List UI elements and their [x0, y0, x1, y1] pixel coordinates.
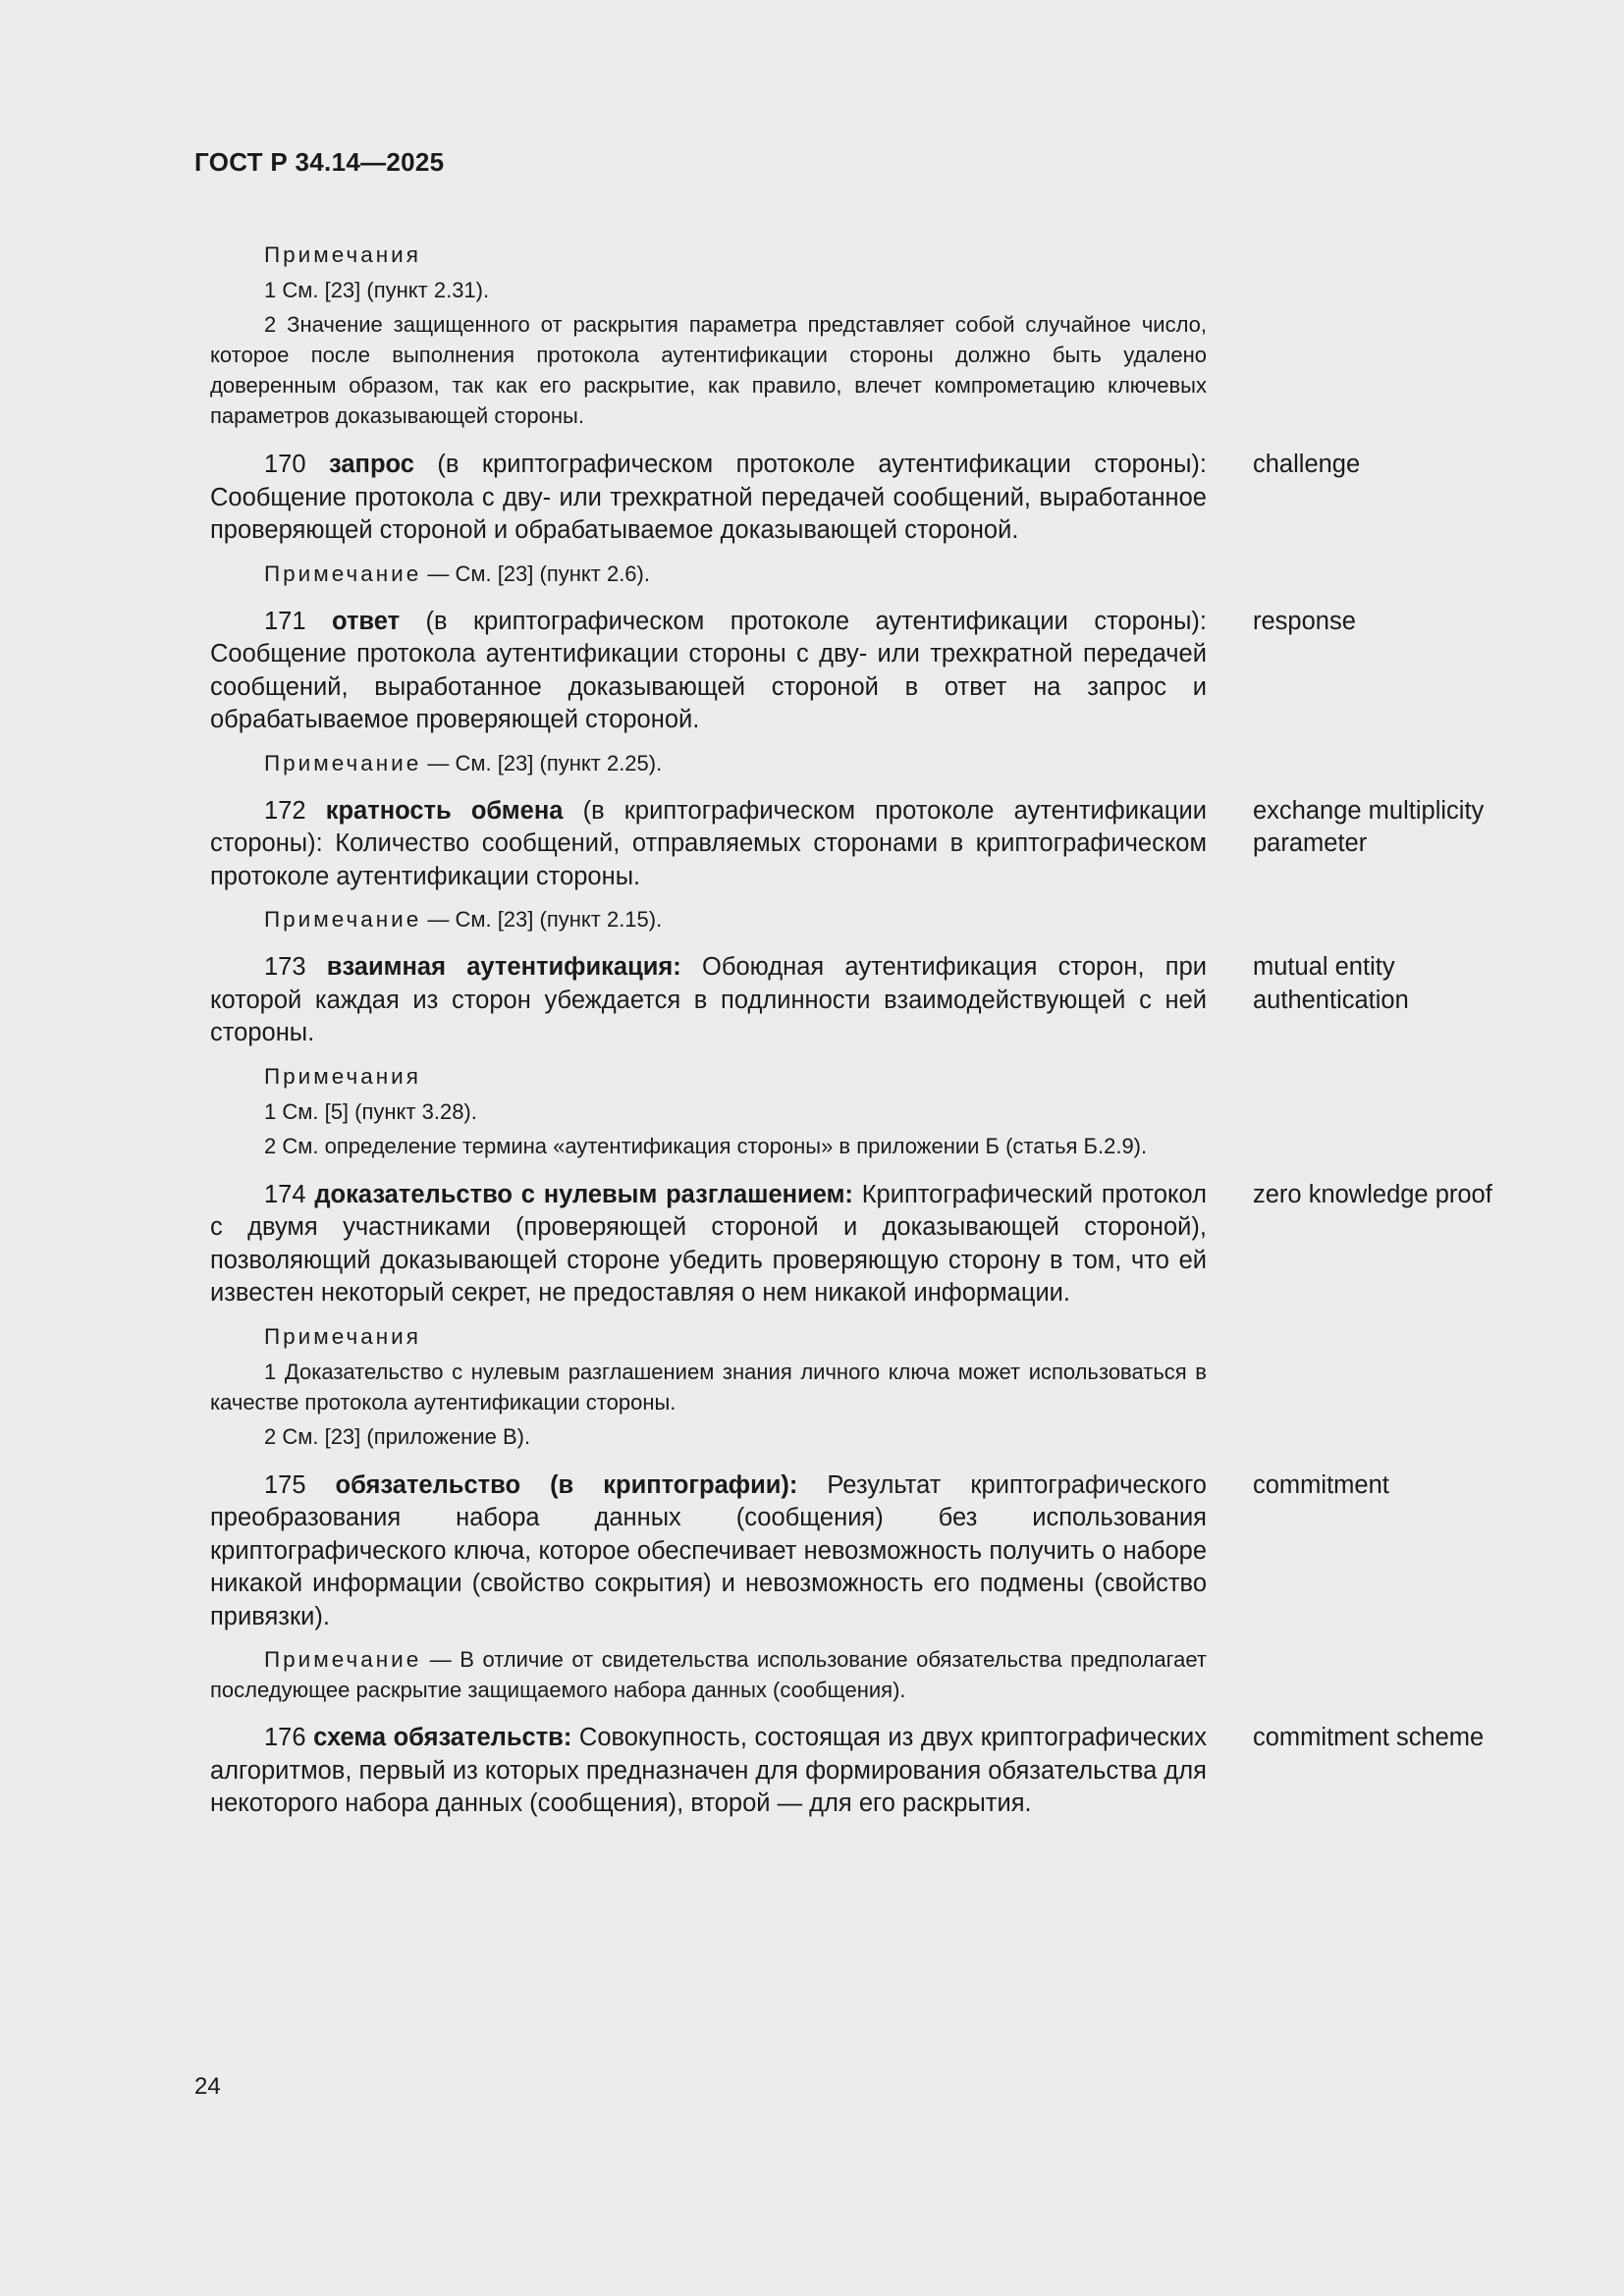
term-definition: Криптографический протокол с двумя участниками (проверяющей стороной и доказывающей стороной), позволяющий доказывающей стороне убедить проверяющую сторону в том, что ей известен некоторый секрет, не предоставляя о нем никакой информации. — [210, 1180, 1208, 1307]
note-item: 2 Значение защищенного от раскрытия параметра представляет собой случайное число, которое после выполнения протокола аутентификации стороны должно быть удалено доверенным образом, так как его раскрытие, как правило, влечет компрометацию ключевых параметров доказывающей стороны. — [210, 312, 1207, 428]
term-entry-176 — [210, 1722, 1485, 1821]
note-text: — См. [23] (пункт 2.15). — [421, 907, 663, 932]
note-item: 2 См. [23] (приложение В). — [264, 1423, 531, 1449]
term-number: 175 — [264, 1470, 306, 1499]
term-note — [210, 1644, 1207, 1705]
term-name: обязательство (в криптографии): — [335, 1470, 798, 1499]
term-name: доказательство с нулевым разглашением: — [314, 1180, 853, 1208]
note-text: — См. [23] (пункт 2.6). — [421, 561, 650, 586]
page-content — [210, 240, 1492, 1832]
term-definition: Результат криптографического преобразования набора данных (сообщения) без использования криптографического ключа, которое обеспечивает невозможность получить о наборе никакой информации (свойство сокрытия) и невозможность его подмены (свойство привязки). — [210, 1470, 1207, 1630]
term-entry-171 — [210, 606, 1356, 737]
term-entry-170 — [210, 449, 1361, 548]
note-text: — См. [23] (пункт 2.25). — [421, 750, 663, 775]
term-entry-173 — [210, 951, 1409, 1050]
term-english: zero knowledge proof — [1253, 1180, 1492, 1208]
note-text: — В отличие от свидетельства использование обязательства предполагает последующее раскрытие защищаемого набора данных (сообщения). — [210, 1647, 1207, 1702]
note-label: Примечание — [264, 561, 422, 586]
term-entry-172 — [210, 795, 1485, 894]
term-english: commitment — [1253, 1470, 1389, 1499]
term-note — [210, 748, 1207, 778]
term-note — [210, 904, 1207, 934]
term-name: ответ — [332, 607, 401, 635]
term-number: 173 — [264, 953, 306, 981]
notes-title: Примечания — [264, 242, 421, 267]
term-english: challenge — [1253, 451, 1361, 478]
term-entry-174 — [210, 1179, 1492, 1310]
term-name: запрос — [329, 451, 414, 478]
notes-title: Примечания — [264, 1323, 421, 1349]
term-number: 174 — [264, 1180, 306, 1208]
term-definition: Обоюдная аутентификация сторон, при которой каждая из сторон убеждается в подлинности взаимодействующей с ней стороны. — [210, 953, 1208, 1046]
term-english: exchange multiplicity parameter — [1253, 796, 1485, 857]
term-number: 172 — [264, 796, 306, 825]
term-english: commitment scheme — [1253, 1724, 1485, 1751]
page-number: 24 — [194, 2073, 221, 2100]
term-definition: (в криптографическом протоколе аутентификации стороны): Сообщение протокола с дву- или трехкратной передачей сообщений, выработанное проверяющей стороной и обрабатываемое доказывающей стороной. — [210, 451, 1207, 544]
term-notes — [210, 1061, 1207, 1161]
note-item: 1 См. [23] (пункт 2.31). — [264, 278, 490, 302]
term-name: кратность обмена — [325, 796, 564, 825]
notes-title: Примечания — [264, 1063, 421, 1089]
term-name: взаимная аутентификация: — [326, 953, 681, 981]
note-label: Примечание — [264, 1647, 422, 1672]
term-definition: (в криптографическом протоколе аутентификации стороны): Количество сообщений, отправляемых сторонами в криптографическом протоколе аутентификации стороны. — [210, 796, 1208, 890]
term-english: mutual entity authentication — [1253, 953, 1409, 1014]
term-name: схема обязательств: — [313, 1724, 572, 1751]
note-item: 1 Доказательство с нулевым разглашением знания личного ключа может использоваться в качестве протокола аутентификации стороны. — [210, 1359, 1207, 1415]
term-note — [210, 559, 1207, 589]
note-item: 1 См. [5] (пункт 3.28). — [264, 1098, 477, 1124]
term-notes — [210, 1321, 1207, 1452]
term-definition: Совокупность, состоящая из двух криптографических алгоритмов, первый из которых предназначен для формирования обязательства для некоторого набора данных (сообщения), второй — для его раскрытия. — [210, 1724, 1207, 1817]
note-item: 2 См. определение термина «аутентификация стороны» в приложении Б (статья Б.2.9). — [264, 1133, 1148, 1158]
document-header: ГОСТ Р 34.14—2025 — [194, 147, 445, 177]
note-label: Примечание — [264, 907, 422, 932]
term-definition: (в криптографическом протоколе аутентификации стороны): Сообщение протокола аутентификации стороны с дву- или трехкратной передачей сообщений, выработанное доказывающей стороной в ответ на запрос и обрабатываемое проверяющей стороной. — [210, 607, 1207, 733]
term-english: response — [1253, 607, 1356, 635]
term-number: 171 — [264, 607, 306, 635]
term-number: 176 — [264, 1724, 306, 1751]
term-number: 170 — [264, 451, 306, 478]
notes-intro — [210, 240, 1207, 431]
term-entry-175 — [210, 1469, 1389, 1634]
note-label: Примечание — [264, 750, 422, 775]
